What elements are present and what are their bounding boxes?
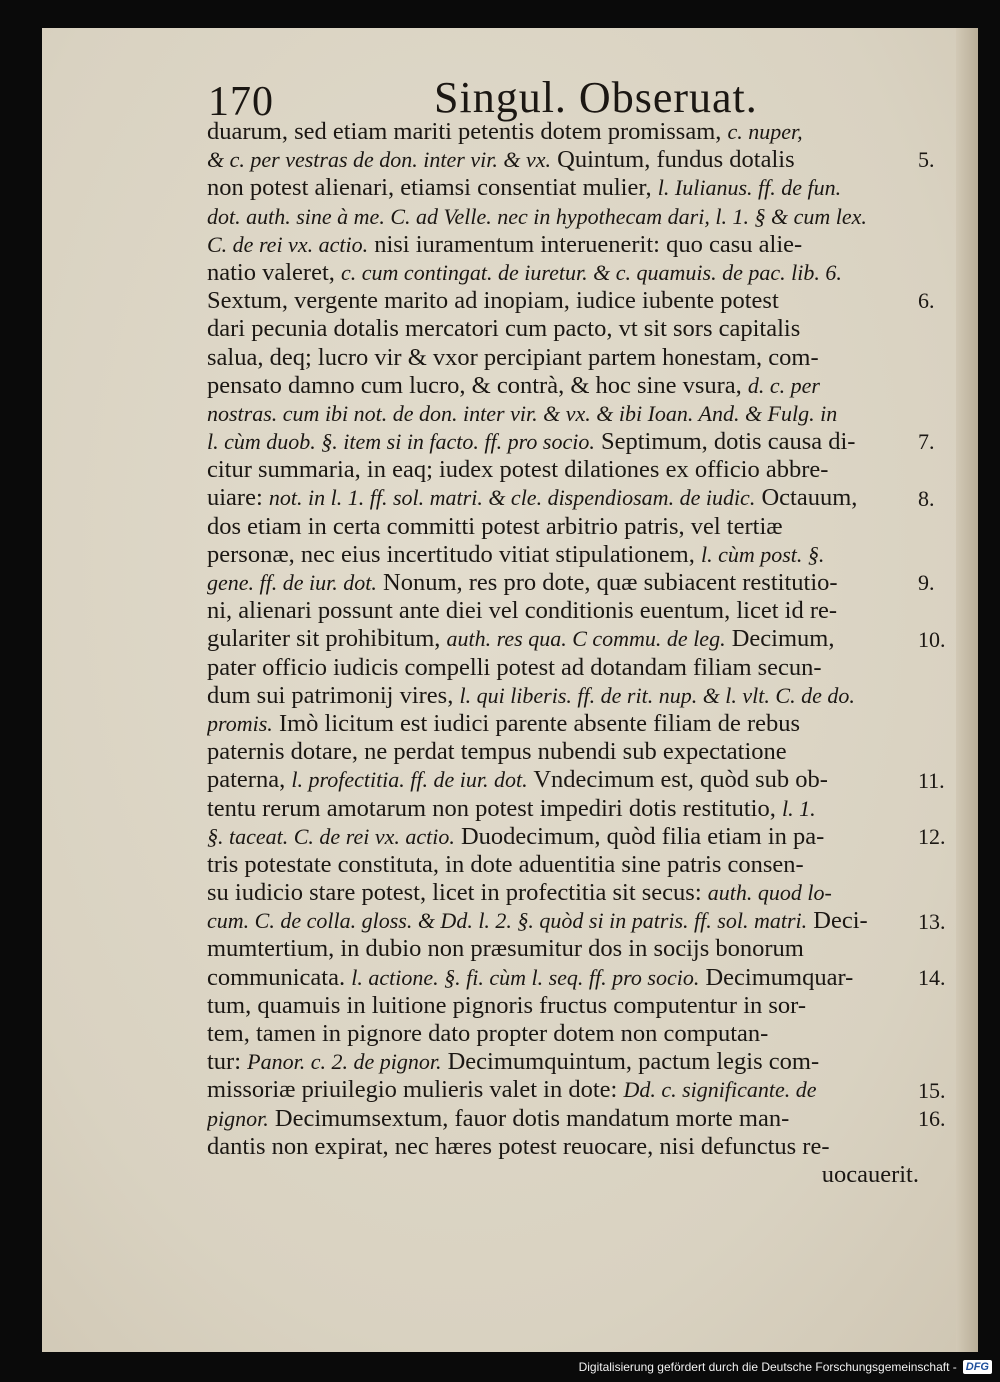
text-line bbox=[207, 484, 919, 512]
text-line bbox=[207, 682, 919, 710]
body-span: Sextum, vergente marito ad inopiam, iudice iubente potest bbox=[207, 287, 779, 315]
body-span: Septimum, dotis causa di- bbox=[594, 428, 856, 456]
body-span: Imò licitum est iudici parente absente filiam de rebus bbox=[272, 709, 801, 737]
body-span: Quintum, fundus dotalis bbox=[551, 146, 795, 174]
body-span: uiare: bbox=[207, 484, 269, 512]
text-line bbox=[207, 1105, 919, 1133]
body-span: su iudicio stare potest, licet in profectitia sit secus: bbox=[207, 879, 708, 907]
citation-text: l. cùm post. §. bbox=[700, 541, 825, 567]
text-line bbox=[207, 597, 919, 625]
body-span: tris potestate constituta, in dote aduentitia sine patris consen- bbox=[207, 850, 804, 878]
citation-text: l. 1. bbox=[781, 795, 816, 821]
margin-note: 9. bbox=[918, 570, 935, 596]
citation-text: l. cùm duob. §. item si in facto. ff. pro socio. bbox=[207, 429, 595, 455]
dfg-logo: DFG bbox=[963, 1360, 992, 1374]
text-line bbox=[207, 174, 919, 202]
text-line bbox=[207, 992, 919, 1020]
text-line bbox=[207, 823, 919, 851]
citation-text: promis. bbox=[207, 710, 273, 736]
text-line bbox=[207, 1076, 919, 1104]
citation-text: d. c. per bbox=[747, 372, 820, 398]
body-span: mumtertium, in dubio non præsumitur dos in socijs bonorum bbox=[207, 935, 804, 963]
text-line bbox=[207, 1020, 919, 1048]
text-line bbox=[207, 118, 919, 146]
body-span: duarum, sed etiam mariti petentis dotem promissam, bbox=[207, 118, 728, 145]
body-span: salua, deq; lucro vir & vxor percipiant partem honestam, com- bbox=[207, 343, 819, 371]
body-span: Octauum, bbox=[755, 484, 858, 512]
margin-note: 16. bbox=[918, 1106, 946, 1131]
citation-text: nostras. cum ibi not. de don. inter vir. & vx. & ibi Ioan. And. & Fulg. in bbox=[207, 400, 838, 426]
margin-note: 11. bbox=[918, 767, 945, 793]
body-span: pensato damno cum lucro, & contrà, & hoc sine vsura, bbox=[207, 371, 748, 399]
body-span: paterna, bbox=[207, 766, 292, 794]
text-line bbox=[207, 738, 919, 766]
citation-text: c. cum contingat. de iuretur. & c. quamuis. de pac. lib. 6. bbox=[341, 259, 842, 285]
body-span: tentu rerum amotarum non potest impediri dotis restitutio, bbox=[207, 794, 782, 822]
body-span: communicata. bbox=[207, 963, 352, 991]
citation-text: auth. res qua. C commu. de leg. bbox=[446, 626, 726, 652]
footer-bar bbox=[0, 1352, 1000, 1382]
body-span: Duodecimum, quòd filia etiam in pa- bbox=[454, 822, 825, 850]
citation-text: C. de rei vx. actio. bbox=[207, 231, 369, 257]
margin-note: 7. bbox=[918, 429, 935, 455]
text-line bbox=[207, 203, 919, 231]
body-span: ni, alienari possunt ante diei vel conditionis euentum, licet id re- bbox=[207, 597, 838, 625]
text-line bbox=[207, 315, 919, 343]
body-span: Decimumsextum, fauor dotis mandatum morte man- bbox=[268, 1104, 790, 1132]
scanned-page bbox=[42, 28, 978, 1352]
citation-text: l. Iulianus. ff. de fun. bbox=[657, 175, 842, 201]
text-line bbox=[207, 1161, 919, 1189]
body-span: dum sui patrimonij vires, bbox=[207, 681, 460, 709]
page-edge bbox=[956, 28, 978, 1352]
body-text bbox=[207, 118, 919, 1189]
citation-text: l. actione. §. fi. cùm l. seq. ff. pro socio. bbox=[351, 964, 700, 990]
text-line bbox=[207, 795, 919, 823]
body-span: natio valeret, bbox=[207, 258, 342, 286]
text-line bbox=[207, 400, 919, 428]
body-span: Vndecimum est, quòd sub ob- bbox=[527, 766, 828, 794]
text-line bbox=[207, 851, 919, 879]
text-line bbox=[207, 259, 919, 287]
text-line bbox=[207, 287, 919, 315]
text-line bbox=[207, 569, 919, 597]
margin-note: 13. bbox=[918, 908, 946, 934]
text-line bbox=[207, 146, 919, 174]
margin-note: 8. bbox=[918, 485, 935, 511]
citation-text: Dd. c. significante. de bbox=[623, 1077, 817, 1103]
body-span: uocauerit. bbox=[821, 1160, 919, 1188]
text-line bbox=[207, 964, 919, 992]
body-span: Decimumquintum, pactum legis com- bbox=[441, 1048, 820, 1076]
margin-note: 15. bbox=[918, 1077, 946, 1103]
text-line bbox=[207, 1133, 919, 1161]
text-line bbox=[207, 879, 919, 907]
citation-text: gene. ff. de iur. dot. bbox=[207, 570, 377, 595]
body-span: Decimumquar- bbox=[699, 963, 854, 991]
body-span: pater officio iudicis compelli potest ad dotandam filiam secun- bbox=[207, 653, 822, 681]
body-span: dantis non expirat, nec hæres potest reuocare, nisi defunctus re- bbox=[207, 1132, 830, 1160]
text-line bbox=[207, 428, 919, 456]
text-line bbox=[207, 1048, 919, 1076]
text-line bbox=[207, 654, 919, 682]
body-span: tur: bbox=[207, 1048, 248, 1076]
citation-text: not. in l. 1. ff. sol. matri. & cle. dispendiosam. de iudic. bbox=[268, 485, 756, 511]
citation-text: auth. quod lo- bbox=[707, 880, 832, 906]
body-span: citur summaria, in eaq; iudex potest dilationes ex officio abbre- bbox=[207, 456, 829, 484]
running-head: Singul. Obseruat. bbox=[434, 73, 758, 122]
citation-text: cum. C. de colla. gloss. & Dd. l. 2. §. quòd si in patris. ff. sol. matri. bbox=[207, 908, 808, 934]
body-span: non potest alienari, etiamsi consentiat mulier, bbox=[207, 174, 658, 202]
body-span: Decimum, bbox=[725, 625, 835, 653]
citation-text: l. qui liberis. ff. de rit. nup. & l. vlt. C. de do. bbox=[459, 682, 855, 708]
citation-text: pignor. bbox=[207, 1105, 269, 1131]
citation-text: & c. per vestras de don. inter vir. & vx. bbox=[207, 147, 551, 173]
body-span: Deci- bbox=[807, 907, 868, 935]
text-line bbox=[207, 344, 919, 372]
margin-note: 10. bbox=[918, 626, 946, 652]
body-span: gulariter sit prohibitum, bbox=[207, 625, 447, 653]
text-line bbox=[207, 710, 919, 738]
citation-text: §. taceat. C. de rei vx. actio. bbox=[207, 823, 455, 849]
text-line bbox=[207, 766, 919, 794]
body-span: tum, quamuis in luitione pignoris fructus computentur in sor- bbox=[207, 991, 807, 1019]
text-line bbox=[207, 513, 919, 541]
funding-credit: Digitalisierung gefördert durch die Deutsche Forschungsgemeinschaft - bbox=[578, 1360, 957, 1374]
text-line bbox=[207, 935, 919, 963]
page-number: 170 bbox=[208, 79, 274, 125]
body-span: nisi iuramentum interuenerit: quo casu alie- bbox=[368, 230, 803, 258]
margin-note: 12. bbox=[918, 824, 946, 849]
text-line bbox=[207, 907, 919, 935]
body-span: Nonum, res pro dote, quæ subiacent restitutio- bbox=[376, 569, 838, 596]
margin-note: 6. bbox=[918, 288, 935, 314]
citation-text: l. profectitia. ff. de iur. dot. bbox=[291, 767, 528, 793]
text-line bbox=[207, 541, 919, 569]
body-span: dos etiam in certa committi potest arbitrio patris, vel tertiæ bbox=[207, 512, 783, 540]
text-line bbox=[207, 231, 919, 259]
citation-text: dot. auth. sine à me. C. ad Velle. nec in hypothecam dari, l. 1. § & cum lex. bbox=[207, 203, 867, 229]
text-line bbox=[207, 456, 919, 484]
text-line bbox=[207, 372, 919, 400]
citation-text: Panor. c. 2. de pignor. bbox=[247, 1049, 442, 1075]
citation-text: c. nuper, bbox=[727, 119, 803, 144]
text-line bbox=[207, 625, 919, 653]
body-span: paternis dotare, ne perdat tempus nubendi sub expectatione bbox=[207, 738, 787, 766]
body-span: missoriæ priuilegio mulieris valet in dote: bbox=[207, 1076, 624, 1104]
margin-note: 5. bbox=[918, 147, 935, 173]
body-span: tem, tamen in pignore dato propter dotem non computan- bbox=[207, 1020, 769, 1047]
body-span: dari pecunia dotalis mercatori cum pacto, vt sit sors capitalis bbox=[207, 315, 801, 343]
body-span: personæ, nec eius incertitudo vitiat stipulationem, bbox=[207, 540, 701, 568]
margin-note: 14. bbox=[918, 965, 946, 990]
